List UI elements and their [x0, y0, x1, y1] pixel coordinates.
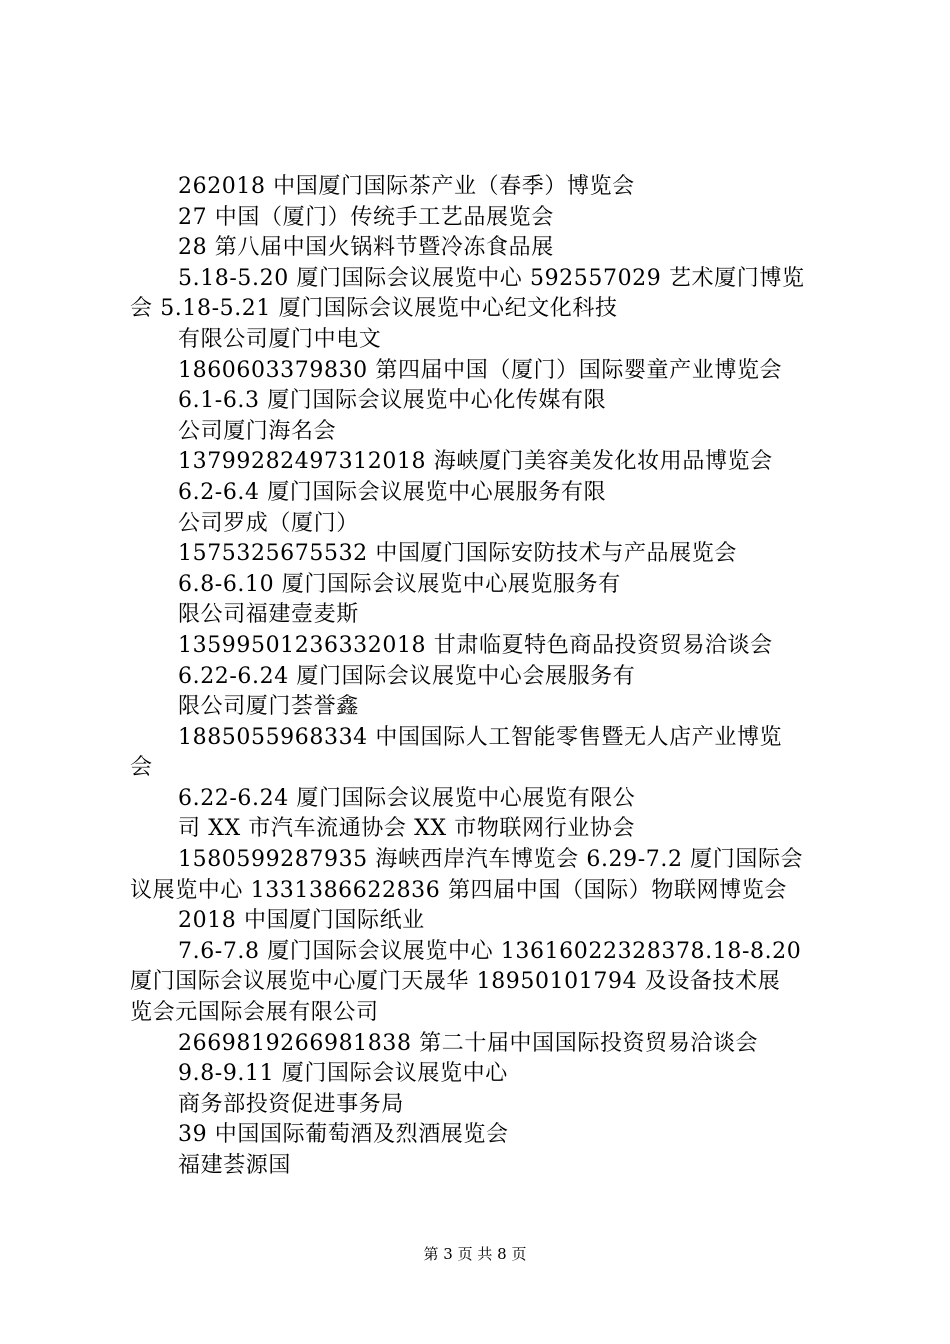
- document-body: [130, 172, 835, 1182]
- text-line: 福建荟源国: [178, 1153, 292, 1178]
- text-line: 13799282497312018 海峡厦门美容美发化妆用品博览会: [178, 449, 773, 475]
- text-line: 会 5.18-5.21 厦门国际会议展览中心纪文化科技: [130, 296, 618, 322]
- text-line: 6.22-6.24 厦门国际会议展览中心会展服务有: [178, 663, 636, 689]
- text-line: 1885055968334 中国国际人工智能零售暨无人店产业博览: [178, 724, 783, 750]
- text-line: 览会元国际会展有限公司: [130, 1000, 379, 1026]
- text-line: 7.6-7.8 厦门国际会议展览中心 13616022328378.18-8.20: [178, 938, 802, 964]
- text-line: 28 第八届中国火锅料节暨冷冻食品展: [178, 235, 554, 261]
- text-line: 公司厦门海名会: [178, 418, 337, 444]
- text-line: 262018 中国厦门国际茶产业（春季）博览会: [178, 174, 635, 199]
- text-line: 6.22-6.24 厦门国际会议展览中心展览有限公: [178, 785, 636, 811]
- text-line: 9.8-9.11 厦门国际会议展览中心: [178, 1061, 508, 1087]
- text-line: 公司罗成（厦门）: [178, 510, 359, 536]
- text-line: 39 中国国际葡萄酒及烈酒展览会: [178, 1122, 509, 1148]
- text-line: 2018 中国厦门国际纸业: [178, 908, 425, 934]
- text-line: 1860603379830 第四届中国（厦门）国际婴童产业博览会: [178, 357, 783, 383]
- text-line: 6.1-6.3 厦门国际会议展览中心化传媒有限: [178, 388, 607, 414]
- text-line: 有限公司厦门中电文: [178, 326, 382, 352]
- text-line: 厦门国际会议展览中心厦门天晟华 18950101794 及设备技术展: [130, 969, 781, 995]
- text-line: 商务部投资促进事务局: [178, 1091, 405, 1117]
- text-line: 会: [130, 755, 153, 781]
- text-line: 27 中国（厦门）传统手工艺品展览会: [178, 204, 554, 230]
- text-line: 13599501236332018 甘肃临夏特色商品投资贸易洽谈会: [178, 632, 773, 658]
- text-line: 2669819266981838 第二十届中国国际投资贸易洽谈会: [178, 1030, 759, 1056]
- text-line: 司 XX 市汽车流通协会 XX 市物联网行业协会: [178, 816, 636, 842]
- text-line: 6.2-6.4 厦门国际会议展览中心展服务有限: [178, 479, 607, 505]
- text-line: 限公司厦门荟誉鑫: [178, 694, 359, 720]
- text-line: 1575325675532 中国厦门国际安防技术与产品展览会: [178, 541, 737, 567]
- text-line: 5.18-5.20 厦门国际会议展览中心 592557029 艺术厦门博览: [178, 265, 805, 291]
- text-line: 6.8-6.10 厦门国际会议展览中心展览服务有: [178, 571, 621, 597]
- text-line: 1580599287935 海峡西岸汽车博览会 6.29-7.2 厦门国际会: [178, 847, 804, 873]
- text-line: 议展览中心 1331386622836 第四届中国（国际）物联网博览会: [130, 877, 787, 903]
- page-number-footer: 第 3 页 共 8 页: [423, 1245, 527, 1263]
- text-line: 限公司福建壹麦斯: [178, 602, 359, 628]
